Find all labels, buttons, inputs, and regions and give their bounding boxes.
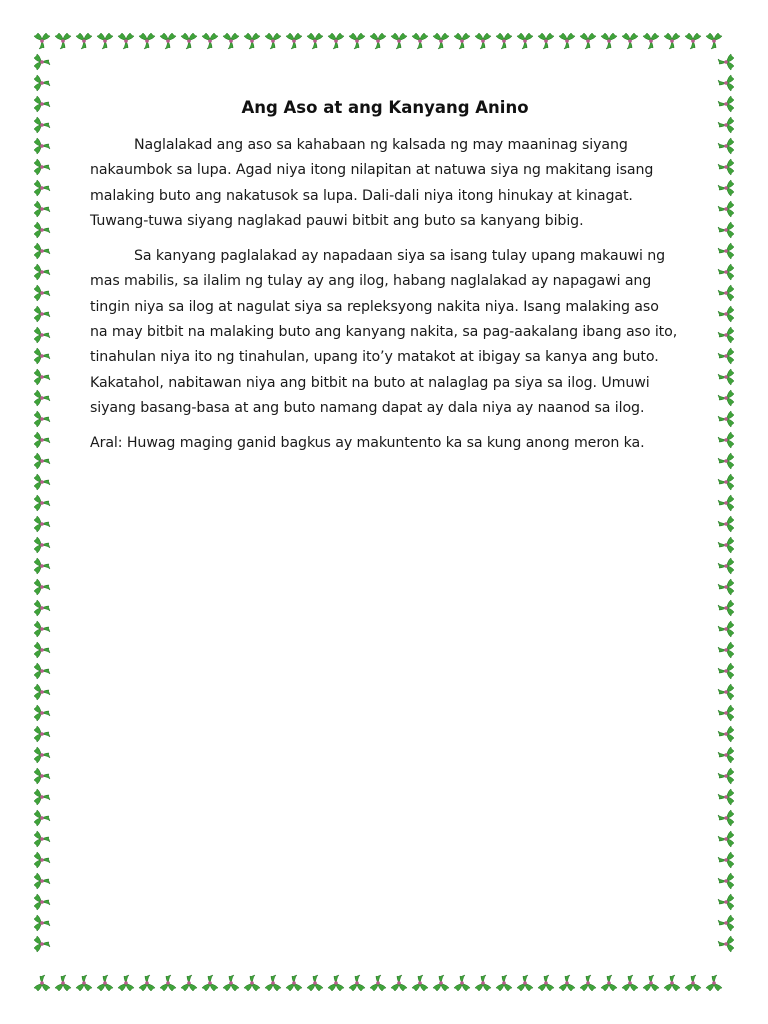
holly-icon [664,975,680,991]
holly-icon [181,975,197,991]
holly-icon [433,33,449,49]
holly-icon [718,936,734,952]
holly-icon [370,33,386,49]
holly-icon [718,138,734,154]
holly-icon [307,975,323,991]
moral-lesson: Aral: Huwag maging ganid bagkus ay makuntento ka sa kung anong meron ka. [90,435,645,452]
paragraph-2: Sa kanyang paglalakad ay napadaan siya sa isang tulay upang makauwi ng mas mabilis, sa ilalim ng tulay ay ang ilog, habang naglalakad ay napagawi ang tingin niya sa ilog at nagulat siya sa repleksyong nakita niya. Isang malaking aso na may bitbit na malaking buto ang kanyang nakita, sa pag-aakalang ibang aso ito, tinahulan niya ito ng tinahulan, upang ito’y matakot at ibigay sa kanya ang buto. Kakatahol, nabitawan niya ang bitbit na buto at nalaglag pa siya sa ilog. Umuwi siyang basang-basa at ang buto namang dapat ay dala niya ay naanod sa ilog. [90,248,678,416]
holly-icon [34,390,50,406]
holly-icon [139,975,155,991]
holly-icon [718,327,734,343]
holly-icon [718,285,734,301]
holly-icon [517,975,533,991]
holly-icon [559,975,575,991]
holly-icon [34,663,50,679]
page-title: Ang Aso at ang Kanyang Anino [241,98,529,117]
holly-icon [76,975,92,991]
holly-icon [34,453,50,469]
holly-icon [718,537,734,553]
holly-icon [718,810,734,826]
holly-icon [718,726,734,742]
holly-icon [34,810,50,826]
holly-icon [412,33,428,49]
holly-icon [34,159,50,175]
holly-icon [181,33,197,49]
holly-icon [34,432,50,448]
holly-icon [34,117,50,133]
holly-icon [34,873,50,889]
holly-icon [34,369,50,385]
holly-icon [223,975,239,991]
holly-icon [34,831,50,847]
paragraph-1: Naglalakad ang aso sa kahabaan ng kalsada ng may maaninag siyang nakaumbok sa lupa. Agad niya itong nilapitan at natuwa siya ng makitang isang malaking buto ang nakatusok sa lupa. Dali-dali niya itong hinukay at kinagat. Tuwang-tuwa siyang naglakad pauwi bitbit ang buto sa kanyang bibig. [90,137,654,229]
holly-icon [160,33,176,49]
holly-icon [685,975,701,991]
holly-icon [34,684,50,700]
holly-icon [34,138,50,154]
holly-icon [496,33,512,49]
holly-icon [34,621,50,637]
holly-icon [718,684,734,700]
holly-icon [718,831,734,847]
holly-icon [538,33,554,49]
holly-icon [718,390,734,406]
holly-icon [412,975,428,991]
holly-icon [718,873,734,889]
holly-icon [34,852,50,868]
holly-icon [286,33,302,49]
holly-icon [34,642,50,658]
holly-icon [34,96,50,112]
holly-icon [55,975,71,991]
holly-icon [202,975,218,991]
holly-icon [34,516,50,532]
holly-icon [34,201,50,217]
holly-icon [349,33,365,49]
holly-icon [718,117,734,133]
holly-icon [718,411,734,427]
holly-icon [643,33,659,49]
holly-icon [34,894,50,910]
holly-icon [718,579,734,595]
holly-icon [718,894,734,910]
holly-icon [34,411,50,427]
holly-icon [718,474,734,490]
holly-icon [34,54,50,70]
holly-icon [34,726,50,742]
holly-icon [202,33,218,49]
holly-icon [718,663,734,679]
holly-icon [118,33,134,49]
holly-icon [265,33,281,49]
holly-icon [718,621,734,637]
holly-icon [34,936,50,952]
holly-icon [718,789,734,805]
holly-icon [706,33,722,49]
holly-icon [718,264,734,280]
holly-icon [34,243,50,259]
holly-icon [118,975,134,991]
holly-icon [622,975,638,991]
holly-icon [34,915,50,931]
holly-icon [97,975,113,991]
holly-icon [433,975,449,991]
holly-icon [34,495,50,511]
holly-icon [580,975,596,991]
holly-icon [718,558,734,574]
holly-icon [34,705,50,721]
holly-icon [34,768,50,784]
holly-icon [34,789,50,805]
holly-icon [718,600,734,616]
holly-icon [643,975,659,991]
holly-icon [718,432,734,448]
holly-icon [139,33,155,49]
holly-icon [349,975,365,991]
holly-icon [34,600,50,616]
holly-icon [718,75,734,91]
holly-icon [559,33,575,49]
holly-icon [286,975,302,991]
holly-icon [34,747,50,763]
holly-icon [328,975,344,991]
holly-icon [391,975,407,991]
holly-icon [718,54,734,70]
holly-icon [538,975,554,991]
holly-icon [34,285,50,301]
holly-icon [517,33,533,49]
holly-icon [718,747,734,763]
holly-icon [244,33,260,49]
holly-icon [718,768,734,784]
holly-icon [718,516,734,532]
holly-icon [718,495,734,511]
holly-icon [55,33,71,49]
holly-icon [622,33,638,49]
holly-icon [34,537,50,553]
holly-icon [265,975,281,991]
holly-icon [307,33,323,49]
holly-icon [685,33,701,49]
holly-icon [580,33,596,49]
holly-icon [244,975,260,991]
holly-icon [328,33,344,49]
holly-icon [34,975,50,991]
document-body [90,98,680,467]
holly-icon [718,369,734,385]
holly-icon [34,222,50,238]
holly-icon [718,642,734,658]
holly-icon [718,852,734,868]
holly-icon [454,33,470,49]
holly-icon [664,33,680,49]
holly-icon [34,75,50,91]
holly-icon [34,327,50,343]
holly-icon [391,33,407,49]
holly-icon [718,201,734,217]
holly-icon [601,975,617,991]
holly-icon [718,222,734,238]
holly-icon [718,453,734,469]
holly-icon [34,306,50,322]
holly-icon [475,975,491,991]
holly-icon [718,96,734,112]
holly-icon [706,975,722,991]
holly-icon [370,975,386,991]
holly-icon [718,705,734,721]
holly-icon [34,579,50,595]
holly-icon [718,180,734,196]
holly-icon [475,33,491,49]
holly-icon [496,975,512,991]
holly-icon [223,33,239,49]
holly-icon [160,975,176,991]
holly-icon [34,348,50,364]
holly-icon [34,264,50,280]
holly-icon [718,243,734,259]
holly-icon [34,33,50,49]
holly-icon [601,33,617,49]
holly-icon [76,33,92,49]
holly-icon [718,306,734,322]
holly-icon [718,915,734,931]
holly-icon [718,159,734,175]
holly-icon [718,348,734,364]
holly-icon [34,558,50,574]
holly-icon [454,975,470,991]
holly-icon [97,33,113,49]
holly-icon [34,180,50,196]
holly-icon [34,474,50,490]
